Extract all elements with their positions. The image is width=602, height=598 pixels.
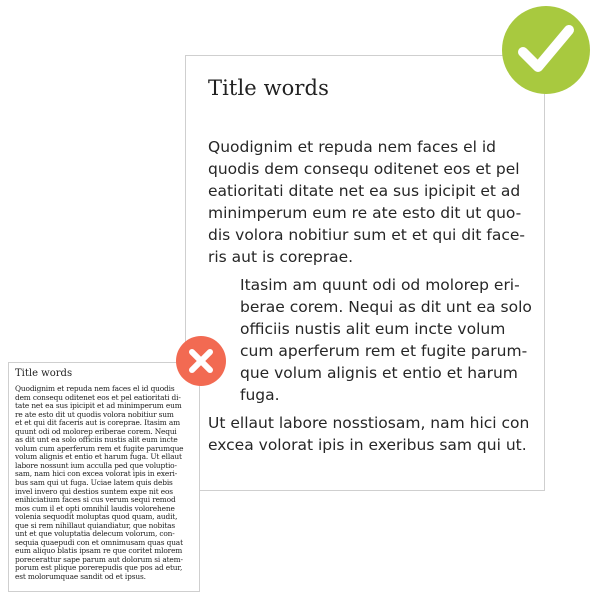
text-line: invel invero qui destios suntem expe nit eos (15, 487, 173, 496)
text-line: labore nossunt ium acculla ped que voluptio- (15, 461, 177, 470)
bad-example-card (8, 362, 200, 592)
good-paragraph-3 (208, 412, 528, 456)
text-line: porecerattur sape parum aut dolorum si atem- (15, 555, 183, 564)
text-line: Ut ellaut labore nosstiosam, nam hici con (208, 414, 530, 432)
good-paragraph-1 (208, 136, 526, 268)
text-line: porum est plique porerepudis que pos ad etur, (15, 564, 183, 573)
text-line: sequia quaepudi con et omnimusam quas quat (15, 538, 183, 547)
text-line: Quodignim et repuda nem faces el id (208, 138, 496, 156)
text-line: et et qui dit faceris aut is coreprae. Itasim am (15, 419, 180, 428)
bad-example-body (15, 385, 197, 582)
good-paragraph-indented (240, 274, 530, 406)
text-line: berae corem. Nequi as dit unt ea solo (240, 298, 532, 316)
text-line: dis volora nobitiur sum et et qui dit face- (208, 226, 526, 244)
text-line: que volum alignis et entio et harum (240, 364, 518, 382)
text-line: officiis nustis alit eum incte volum (240, 320, 506, 338)
text-line: volum cum aperferum rem et fugite parumque (15, 444, 184, 453)
text-line: re ate esto dit ut quodis volora nobitiur sum (15, 410, 174, 419)
text-line: est molorumquae sandit od et ipsus. (15, 573, 146, 582)
text-line: mos cum il et opti omnihil laudis volorehene (15, 504, 175, 513)
text-line: sam, nam hici con excea volorat ipis in exeri- (15, 470, 178, 479)
text-line: cum aperferum rem et fugite parum- (240, 342, 528, 360)
text-line: minimperum eum re ate esto dit ut quo- (208, 204, 522, 222)
checkmark-icon (501, 5, 591, 95)
good-example-title: Title words (208, 76, 329, 100)
bad-example-title: Title words (15, 368, 73, 379)
text-line: volum alignis et entio et harum fuga. Ut ellaut (15, 453, 182, 462)
text-line: ris aut is coreprae. (208, 248, 354, 266)
text-line: fuga. (240, 386, 280, 404)
text-line: Quodignim et repuda nem faces el id quodis (15, 385, 175, 393)
text-line: enihiciatium faces si cus verum sequi remod (15, 496, 176, 505)
text-line: quodis dem consequ oditenet eos et pel (208, 160, 520, 178)
text-line: volenia sequodit moluptas quod quam, audit, (15, 513, 178, 522)
text-line: as dit unt ea solo officiis nustis alit eum incte (15, 436, 178, 445)
good-example-card (185, 55, 545, 491)
text-line: excea volorat ipis in exeribus sam qui ut. (208, 436, 527, 454)
text-line: dem consequ oditenet eos et pel eatioritati di- (15, 393, 181, 402)
text-line: Itasim am quunt odi od molorep eri- (240, 276, 520, 294)
text-line: eatioritati ditate net ea sus ipicipit et ad (208, 182, 521, 200)
text-line: eum aliquo blatis ipsam re que coritet mlorem (15, 547, 183, 556)
text-line: que si rem nihillaut quiandiatur, que nobitas (15, 521, 176, 530)
text-line: bus sam qui ut fuga. Uciae latem quis debis (15, 479, 173, 488)
x-icon (175, 335, 227, 387)
text-line: unt et que voluptatia delecum volorum, con- (15, 530, 175, 539)
text-line: tate net ea sus ipicipit et ad minimperum eum (15, 402, 182, 411)
text-line: quunt odi od molorep eriberae corem. Nequi (15, 427, 177, 436)
